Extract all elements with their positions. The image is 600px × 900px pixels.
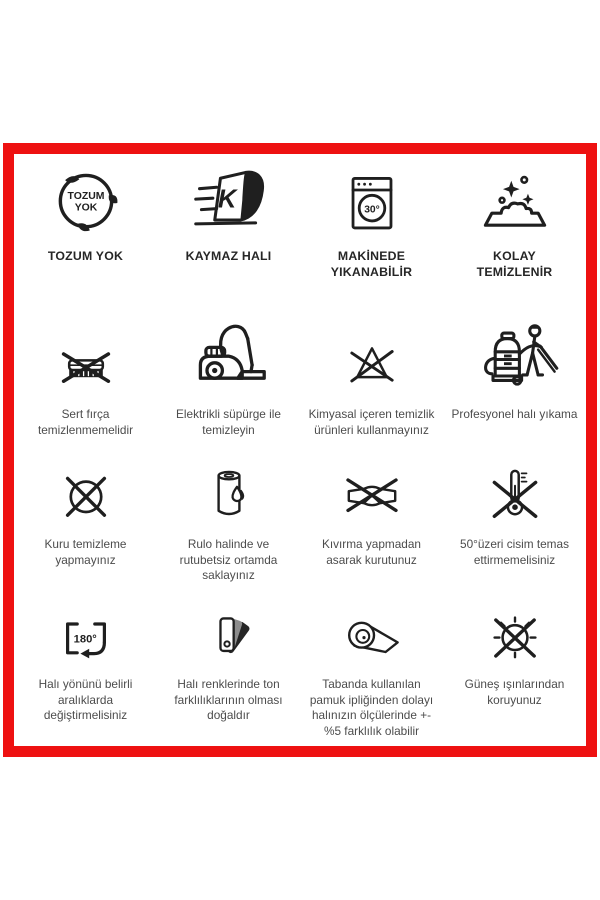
care-item-no-hard-brush	[14, 308, 157, 460]
care-item-no-wringing	[300, 460, 443, 602]
care-item-machine-washable	[300, 158, 443, 308]
no-chemicals-icon	[339, 308, 405, 398]
care-item-label: Profesyonel halı yıkama	[451, 407, 578, 421]
care-item-no-chemicals	[300, 308, 443, 460]
care-symbols-grid	[14, 154, 586, 746]
carpet-k-letter: K	[217, 185, 236, 214]
rotate-degrees-text: 180°	[73, 633, 97, 646]
care-item-label: Kıvırma yapmadan asarak kurutunuz	[321, 537, 421, 567]
vacuum-cleaner-icon	[185, 308, 273, 398]
care-item-vacuum	[157, 308, 300, 460]
care-item-label: MAKİNEDE YIKANABİLİR	[330, 249, 413, 279]
care-item-rolled-carpet	[300, 602, 443, 750]
machine-washable-icon	[339, 158, 405, 240]
care-item-label: Güneş ışınlarından koruyunuz	[464, 677, 565, 707]
care-item-label: TOZUM YOK	[47, 249, 124, 263]
care-item-no-sunlight	[443, 602, 586, 750]
roll-storage-icon	[197, 460, 261, 528]
care-item-roll-storage	[157, 460, 300, 602]
red-border-frame	[3, 143, 597, 757]
no-hard-brush-icon	[51, 308, 121, 398]
care-item-label: Sert fırça temizlenmemelidir	[37, 407, 134, 437]
care-item-label: Halı yönünü belirli aralıklarda değiştirmelisiniz	[38, 677, 133, 723]
badge-text-top: TOZUM	[67, 191, 104, 203]
wash-temp-text: 30°	[363, 204, 380, 216]
care-item-label: Kuru temizleme yapmayınız	[44, 537, 127, 567]
care-item-easy-clean	[443, 158, 586, 308]
dust-free-badge-icon	[48, 158, 124, 240]
care-item-label: Halı renklerinde ton farklılıklarının olması doğaldır	[174, 677, 283, 723]
easy-clean-icon	[476, 158, 554, 240]
rolled-carpet-icon	[335, 602, 409, 668]
care-item-no-dry-cleaning	[14, 460, 157, 602]
care-item-label: Rulo halinde ve rutubetsiz ortamda saklayınız	[179, 537, 278, 583]
care-item-label: Elektrikli süpürge ile temizleyin	[176, 407, 281, 437]
care-item-label: Tabanda kullanılan pamuk ipliğinden dolayı halınızın ölçülerinde +-%5 farklılık olabilir	[309, 677, 434, 738]
care-item-label: KOLAY TEMİZLENİR	[476, 249, 553, 279]
badge-text-bottom: YOK	[74, 202, 97, 214]
care-item-professional-washing	[443, 308, 586, 460]
care-item-label: Kimyasal içeren temizlik ürünleri kullanmayınız	[308, 407, 435, 437]
care-item-no-heat-contact	[443, 460, 586, 602]
non-slip-carpet-icon	[188, 158, 270, 240]
care-item-non-slip	[157, 158, 300, 308]
care-item-color-tone	[157, 602, 300, 750]
care-item-dust-free	[14, 158, 157, 308]
care-item-rotate-180	[14, 602, 157, 750]
care-item-label: 50°üzeri cisim temas ettirmemelisiniz	[460, 537, 569, 567]
no-heat-contact-icon	[482, 460, 548, 528]
no-sunlight-icon	[482, 602, 548, 668]
rotate-180-icon	[53, 602, 119, 668]
professional-washing-icon	[470, 308, 560, 398]
no-wringing-icon	[334, 460, 410, 528]
color-tone-icon	[198, 602, 260, 668]
no-dry-cleaning-icon	[54, 460, 118, 528]
care-item-label: KAYMAZ HALI	[185, 249, 272, 263]
